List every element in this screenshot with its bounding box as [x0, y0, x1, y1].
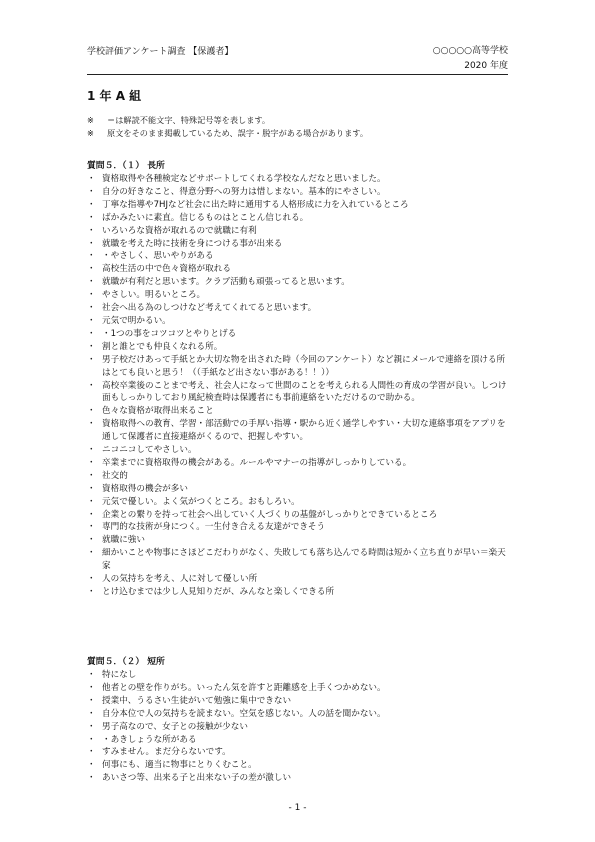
list-item	[87, 457, 508, 470]
section-weaknesses	[87, 654, 508, 785]
list-item	[87, 354, 508, 380]
list-item-text: 男子高なので、女子との接触が少ない	[102, 721, 248, 732]
list-item-text: すみません。まだ分らないです。	[102, 747, 231, 758]
list-item	[87, 173, 508, 186]
page-title: 1 年 A 組	[87, 89, 142, 103]
bullet: ・	[87, 670, 96, 680]
bullet: ・	[87, 277, 96, 288]
bullet: ・	[87, 708, 96, 719]
bullet: ・	[87, 548, 96, 559]
bullet: ・	[87, 747, 96, 758]
section-title: 質問５．（１） 長所	[87, 161, 165, 171]
bullet: ・	[87, 212, 96, 223]
list-item	[87, 250, 508, 263]
list-item	[87, 483, 508, 496]
note	[87, 127, 368, 140]
list-item-text: ばかみたいに素直。信じるものはとことん信じれる。	[102, 212, 309, 223]
note-text: 原文をそのまま掲載しているため、誤字・脱字がある場合があります。	[107, 127, 369, 138]
list-item	[87, 496, 508, 509]
bullet: ・	[87, 186, 96, 197]
list-item	[87, 199, 508, 212]
bullet: ・	[87, 380, 96, 391]
list-item	[87, 586, 508, 599]
list-item	[87, 276, 508, 289]
list-item-text: 就職が有利だと思います。クラブ活動も頑張ってると思います。	[102, 277, 350, 288]
list-item	[87, 547, 508, 573]
bullet: ・	[87, 457, 96, 468]
bullet: ・	[87, 773, 96, 784]
list-item-text: 自分本位で人の気持ちを読まない。空気を感じない。人の話を聞かない。	[102, 708, 386, 719]
list-item-text: 他者との壁を作りがち。いったん気を許すと距離感を上手くつかめない。	[102, 682, 386, 693]
list-item	[87, 341, 508, 354]
list-item-text: 男子校だけあって手紙とか大切な物を出された時（今回のアンケート）など親にメールで連絡を頂ける所はとても良いと思う！（（手紙など出さない事がある！！））	[102, 354, 506, 378]
list-item	[87, 302, 508, 315]
list-item	[87, 734, 508, 747]
bullet: ・	[87, 496, 96, 507]
list-item	[87, 380, 508, 406]
bullet: ・	[87, 760, 96, 771]
bullet: ・	[87, 199, 96, 210]
list-item	[87, 225, 508, 238]
bullet: ・	[87, 406, 96, 417]
bullet: ・	[87, 315, 96, 326]
list-item	[87, 405, 508, 418]
bullet: ・	[87, 354, 96, 365]
note	[87, 114, 368, 127]
list-item-text: あいさつ等、出来る子と出来ない子の差が激しい	[102, 773, 292, 784]
list-item-text: 元気で優しい。よく気がつくところ。おもしろい。	[102, 496, 300, 507]
bullet: ・	[87, 470, 96, 481]
list-item-text: 高校生活の中で色々資格が取れる	[102, 264, 231, 275]
note-mark: ※	[87, 127, 94, 138]
list-item	[87, 263, 508, 276]
list-item-text: 人の気持ちを考え、人に対して優しい所	[102, 574, 258, 585]
list-item-text: いろいろな資格が取れるので就職に有利	[102, 225, 257, 236]
list-item-text: 細かいことや物事にさほどこだわりがなく、失敗しても落ち込んでる時間は短かく立ち直りが早い＝楽天家	[102, 548, 506, 572]
bullet: ・	[87, 303, 96, 314]
section-title: 質問５．（２） 短所	[87, 657, 165, 667]
page-number: - 1 -	[288, 803, 307, 813]
list-item	[87, 444, 508, 457]
header-left: 学校評価アンケート調査 【保護者】	[87, 47, 234, 57]
header-right	[433, 44, 508, 73]
bullet: ・	[87, 225, 96, 236]
list-item-text: 自分の好きなこと、得意分野への努力は惜しまない。基本的にやさしい。	[102, 186, 386, 197]
list-item	[87, 721, 508, 734]
list-item	[87, 470, 508, 483]
notes	[87, 114, 368, 139]
list-item-text: ・あきしょうな所がある	[102, 734, 197, 745]
list-item-text: 社交的	[102, 470, 128, 481]
list-item-text: ・1つの事をコツコツとやりとげる	[102, 328, 237, 339]
answer-list	[87, 173, 508, 599]
note-mark: ※	[87, 115, 94, 125]
list-item	[87, 708, 508, 721]
section-strengths	[87, 158, 508, 599]
bullet: ・	[87, 328, 96, 339]
list-item-text: 元気で明かるい。	[102, 315, 171, 326]
list-item-text: 資格取得の機会が多い	[102, 483, 188, 494]
list-item	[87, 573, 508, 586]
bullet: ・	[87, 587, 96, 597]
list-item-text: 就職を考えた時に技術を身につける事が出来る	[102, 238, 283, 249]
bullet: ・	[87, 174, 96, 184]
list-item	[87, 669, 508, 682]
bullet: ・	[87, 734, 96, 745]
bullet: ・	[87, 682, 96, 693]
list-item	[87, 328, 508, 341]
bullet: ・	[87, 695, 96, 706]
bullet: ・	[87, 574, 96, 585]
list-item	[87, 746, 508, 759]
list-item-text: 企業との繋りを持って社会へ出していく人づくりの基盤がしっかりとできているところ	[102, 509, 438, 520]
list-item-text: ・やさしく、思いやりがある	[102, 251, 214, 262]
bullet: ・	[87, 509, 96, 520]
list-item	[87, 521, 508, 534]
bullet: ・	[87, 238, 96, 249]
school-name: ○○○○○高等学校	[432, 46, 508, 56]
bullet: ・	[87, 341, 96, 352]
list-item	[87, 315, 508, 328]
list-item-text: 何事にも、適当に物事にとりくむこと。	[102, 760, 257, 771]
list-item	[87, 212, 508, 225]
answer-list	[87, 669, 508, 785]
list-item-text: 割と誰とでも仲良くなれる所。	[102, 341, 223, 352]
bullet: ・	[87, 483, 96, 494]
list-item	[87, 238, 508, 251]
list-item-text: 社会へ出る為のしつけなど考えてくれてると思います。	[102, 303, 317, 314]
list-item-text: 特になし	[102, 670, 137, 680]
list-item-text: 丁寧な指導や7HJなど社会に出た時に通用する人格形成に力を入れているところ	[102, 199, 409, 210]
list-item	[87, 682, 508, 695]
list-item-text: 資格取得や各種検定などサポートしてくれる学校なんだなと思いました。	[102, 174, 386, 184]
bullet: ・	[87, 290, 96, 301]
bullet: ・	[87, 251, 96, 262]
list-item	[87, 509, 508, 522]
survey-year: 2020 年度	[464, 60, 508, 71]
list-item	[87, 418, 508, 444]
list-item-text: 専門的な技術が身につく。一生付き合える友達ができそう	[102, 522, 326, 533]
list-item	[87, 772, 508, 785]
list-item	[87, 289, 508, 302]
note-text: ＝は解読不能文字、特殊記号等を表します。	[107, 115, 271, 125]
bullet: ・	[87, 535, 96, 546]
list-item	[87, 186, 508, 199]
list-item-text: ニコニコしてやさしい。	[102, 445, 197, 456]
list-item-text: 授業中、うるさい生徒がいて勉強に集中できない	[102, 695, 292, 706]
bullet: ・	[87, 445, 96, 456]
list-item-text: とけ込むまでは少し人見知りだが、みんなと楽しくできる所	[102, 587, 335, 597]
list-item-text: 就職に強い	[102, 535, 145, 546]
bullet: ・	[87, 721, 96, 732]
list-item-text: 色々な資格が取得出来ること	[102, 406, 214, 417]
list-item	[87, 759, 508, 772]
list-item-text: 資格取得への教育、学習・部活動での手厚い指導・駅から近く通学しやすい・大切な連絡事項をアプリを通して保護者に直接連絡がくるので、把握しやすい。	[102, 419, 506, 443]
list-item-text: やさしい。明るいところ。	[102, 290, 206, 301]
bullet: ・	[87, 264, 96, 275]
bullet: ・	[87, 419, 96, 430]
bullet: ・	[87, 522, 96, 533]
list-item-text: 卒業までに資格取得の機会がある。ルールやマナーの指導がしっかりしている。	[102, 457, 412, 468]
list-item	[87, 534, 508, 547]
list-item-text: 高校卒業後のことまで考え、社会人になって世間のことを考えられる人間性の育成の学習が良い。しつけ面もしっかりしており風紀検査時は保護者にも事前連絡をいただけるので助かる。	[102, 380, 507, 404]
list-item	[87, 695, 508, 708]
header-rule	[87, 74, 508, 75]
